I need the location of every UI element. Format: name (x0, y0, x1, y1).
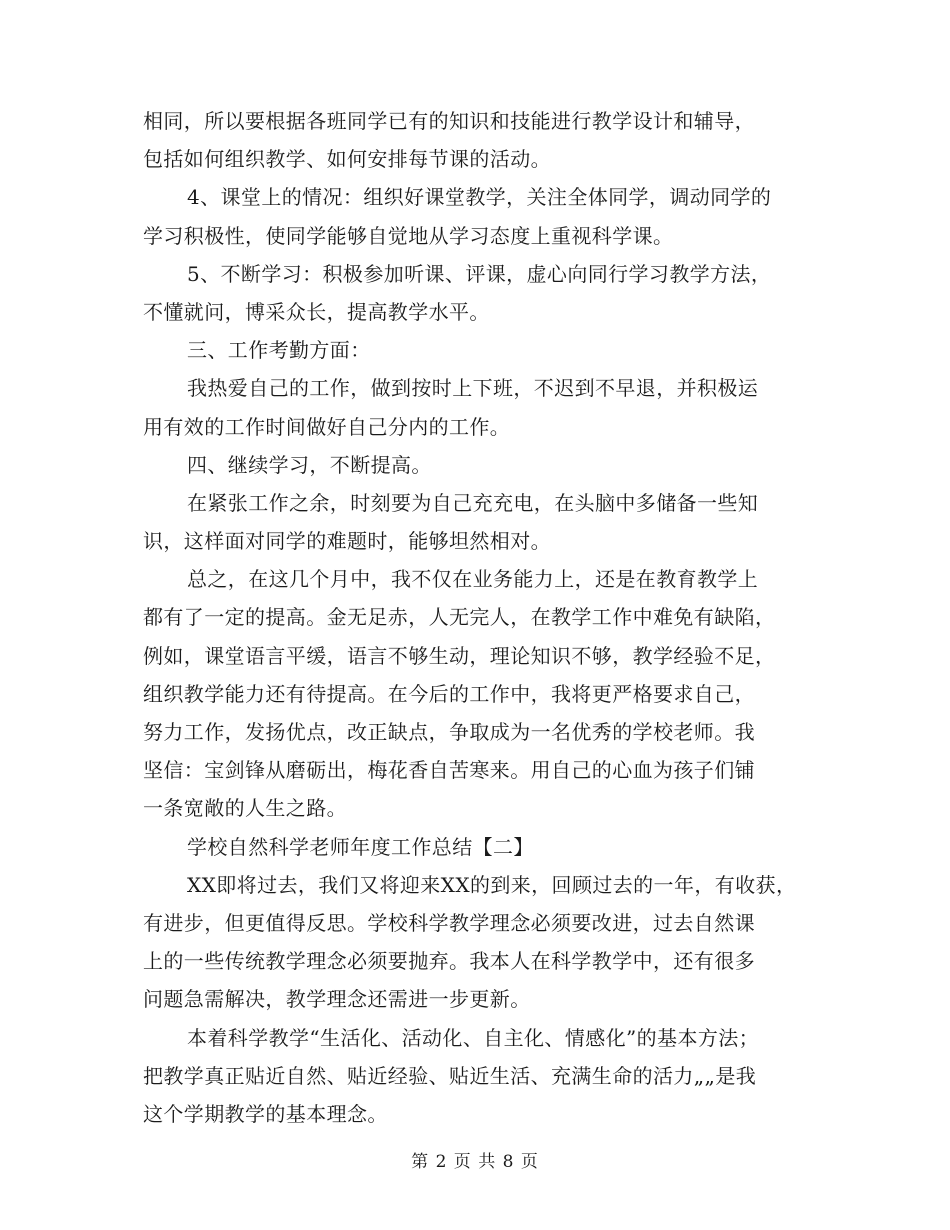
text-line: 识，这样面对同学的难题时，能够坦然相对。 (143, 529, 551, 554)
text-line: 例如，课堂语言平缓，语言不够生动，理论知识不够，教学经验不足， (143, 643, 776, 668)
text-line: 组织教学能力还有待提高。在今后的工作中，我将更严格要求自己， (143, 681, 755, 706)
page-number: 第 2 页 共 8 页 (411, 1152, 539, 1172)
text-line: 5、不断学习：积极参加听课、评课，虚心向同行学习教学方法， (187, 261, 772, 286)
text-line: 都有了一定的提高。金无足赤，人无完人，在教学工作中难免有缺陷， (143, 605, 776, 630)
text-line: XX即将过去，我们又将迎来XX的到来，回顾过去的一年，有收获， (187, 872, 797, 897)
text-line: 总之，在这几个月中，我不仅在业务能力上，还是在教育教学上 (187, 567, 759, 592)
text-line: 不懂就问，博采众长，提高教学水平。 (143, 299, 490, 324)
text-line: 这个学期教学的基本理念。 (143, 1101, 388, 1126)
text-line: 包括如何组织教学、如何安排每节课的活动。 (143, 147, 551, 172)
text-line: 把教学真正贴近自然、贴近经验、贴近生活、充满生命的活力„„是我 (143, 1063, 757, 1088)
section-heading: 四、继续学习，不断提高。 (187, 452, 432, 477)
text-line: 一条宽敞的人生之路。 (143, 796, 347, 821)
text-line: 努力工作，发扬优点，改正缺点，争取成为一名优秀的学校老师。我 (143, 720, 755, 744)
text-line: 我热爱自己的工作，做到按时上下班，不迟到不早退，并积极运 (187, 376, 759, 401)
text-line: 上的一些传统教学理念必须要抛弃。我本人在科学教学中，还有很多 (143, 949, 755, 974)
text-line: 用有效的工作时间做好自己分内的工作。 (143, 414, 511, 439)
text-line: 在紧张工作之余，时刻要为自己充充电，在头脑中多储备一些知 (187, 490, 759, 515)
text-line: 学习积极性，使同学能够自觉地从学习态度上重视科学课。 (143, 223, 674, 248)
text-line: 4、课堂上的情况：组织好课堂教学，关注全体同学，调动同学的 (187, 185, 772, 210)
section-heading: 三、工作考勤方面： (187, 338, 371, 363)
text-line: 本着科学教学“生活化、活动化、自主化、情感化”的基本方法； (187, 1025, 760, 1050)
document-body (143, 102, 833, 1133)
text-line: 相同，所以要根据各班同学已有的知识和技能进行教学设计和辅导， (143, 109, 755, 133)
text-line: 有进步，但更值得反思。学校科学教学理念必须要改进，过去自然课 (143, 910, 755, 935)
section-title: 学校自然科学老师年度工作总结【二】 (187, 834, 534, 859)
text-line: 坚信：宝剑锋从磨砺出，梅花香自苦寒来。用自己的心血为孩子们铺 (143, 758, 755, 783)
text-line: 问题急需解决，教学理念还需进一步更新。 (143, 987, 531, 1012)
